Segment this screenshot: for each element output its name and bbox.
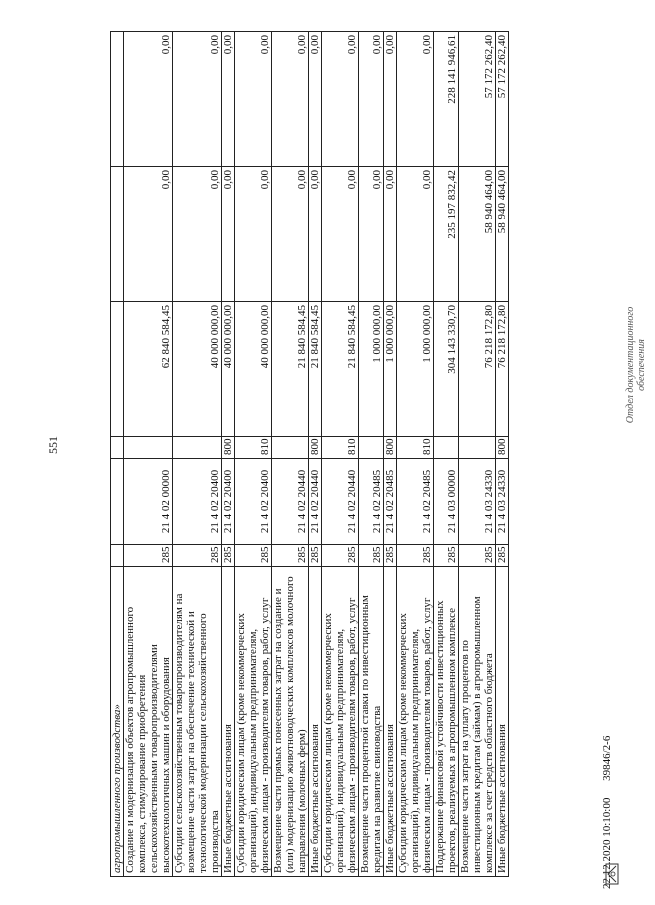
footer-doc-number: 39846/2-6 [601, 735, 613, 781]
table-row [359, 32, 384, 877]
row-year2-cell: 0,00 [222, 167, 235, 302]
row-vr-cell: 810 [322, 437, 359, 459]
row-year3-cell: 0,00 [235, 32, 272, 167]
row-cs-cell: 21 4 02 20485 [397, 459, 434, 545]
budget-table-sheet [110, 32, 584, 877]
row-year1-cell: 304 143 330,70 [434, 302, 459, 437]
page-number: 551 [46, 436, 60, 454]
row-vr-cell [359, 437, 384, 459]
row-year3-cell: 0,00 [397, 32, 434, 167]
row-vr-cell [272, 437, 309, 459]
row-year2-cell: 0,00 [322, 167, 359, 302]
row-year3-cell: 57 172 262,40 [496, 32, 509, 167]
budget-table [110, 31, 509, 877]
row-year2-cell: 0,00 [235, 167, 272, 302]
row-cs-cell: 21 4 02 20400 [222, 459, 235, 545]
row-vr-cell: 810 [397, 437, 434, 459]
row-cs-cell: 21 4 03 00000 [434, 459, 459, 545]
row-year2-cell: 0,00 [397, 167, 434, 302]
duma-logo-icon [600, 858, 624, 890]
row-gr-cell: 285 [173, 545, 222, 567]
row-year1-cell: 1 000 000,00 [397, 302, 434, 437]
row-year3-cell: 0,00 [222, 32, 235, 167]
row-vr-cell: 800 [496, 437, 509, 459]
row-year1-cell: 76 218 172,80 [496, 302, 509, 437]
row-vr-cell [124, 437, 173, 459]
row-year1-cell: 21 840 584,45 [322, 302, 359, 437]
row-year3-cell: 0,00 [124, 32, 173, 167]
row-name-cell: Возмещение части затрат на уплату процентов по инвестиционным кредитам (займам) в агропромышленном комплексе за счет средств областного бюджета [459, 567, 496, 877]
row-year3-cell: 0,00 [272, 32, 309, 167]
row-cs-cell: 21 4 02 00000 [124, 459, 173, 545]
row-vr-cell: 800 [309, 437, 322, 459]
row-year3-cell [111, 32, 124, 167]
row-gr-cell [111, 545, 124, 567]
row-gr-cell: 285 [235, 545, 272, 567]
row-year2-cell: 0,00 [124, 167, 173, 302]
footer [601, 629, 619, 889]
row-vr-cell [459, 437, 496, 459]
row-vr-cell [434, 437, 459, 459]
budget-table-body [111, 32, 509, 877]
row-name-cell: Субсидии юридическим лицам (кроме некоммерческих организаций), индивидуальным предпринимателям, физическим лицам - производителям товаров, работ, услуг [235, 567, 272, 877]
table-row [434, 32, 459, 877]
row-cs-cell: 21 4 02 20485 [359, 459, 384, 545]
row-name-cell: Субсидии сельскохозяйственным товаропроизводителям на возмещение части затрат на обеспечение технической и технологической модернизации сельскохозяйственного производства [173, 567, 222, 877]
row-year3-cell: 0,00 [173, 32, 222, 167]
row-name-cell: Иные бюджетные ассигнования [384, 567, 397, 877]
row-vr-cell [111, 437, 124, 459]
department-stamp [625, 285, 655, 445]
row-year3-cell: 0,00 [322, 32, 359, 167]
row-year1-cell: 21 840 584,45 [272, 302, 309, 437]
table-row [235, 32, 272, 877]
row-name-cell: Создание и модернизация объектов агропромышленного комплекса, стимулирование приобретения сельскохозяйственными товаропроизводителями высокотехнологичных машин и оборудования [124, 567, 173, 877]
stamp-line-2: обеспечения [636, 339, 647, 391]
table-row [111, 32, 124, 877]
row-name-cell: Иные бюджетные ассигнования [309, 567, 322, 877]
row-year1-cell: 40 000 000,00 [235, 302, 272, 437]
row-cs-cell: 21 4 03 24330 [459, 459, 496, 545]
row-name-cell: Возмещение части процентной ставки по инвестиционным кредитам на развитие свиноводства [359, 567, 384, 877]
table-row [124, 32, 173, 877]
footer-datetime: 22.12.2020 10:10:00 [601, 797, 613, 889]
row-cs-cell: 21 4 02 20400 [235, 459, 272, 545]
row-gr-cell: 285 [222, 545, 235, 567]
table-row [322, 32, 359, 877]
row-cs-cell: 21 4 02 20485 [384, 459, 397, 545]
row-gr-cell: 285 [496, 545, 509, 567]
row-cs-cell [111, 459, 124, 545]
table-row [496, 32, 509, 877]
row-gr-cell: 285 [459, 545, 496, 567]
row-year2-cell: 58 940 464,00 [496, 167, 509, 302]
row-year2-cell: 58 940 464,00 [459, 167, 496, 302]
row-vr-cell [173, 437, 222, 459]
row-year1-cell: 76 218 172,80 [459, 302, 496, 437]
row-gr-cell: 285 [384, 545, 397, 567]
row-name-cell: Иные бюджетные ассигнования [222, 567, 235, 877]
row-name-cell: Субсидии юридическим лицам (кроме некоммерческих организаций), индивидуальным предпринимателям, физическим лицам - производителям товаров, работ, услуг [397, 567, 434, 877]
row-year3-cell: 0,00 [359, 32, 384, 167]
row-gr-cell: 285 [322, 545, 359, 567]
row-cs-cell: 21 4 02 20440 [272, 459, 309, 545]
row-vr-cell: 800 [384, 437, 397, 459]
row-year3-cell: 228 141 946,61 [434, 32, 459, 167]
row-name-cell: Возмещение части прямых понесенных затрат на создание и (или) модернизацию животноводческих комплексов молочного направления (молочных ферм) [272, 567, 309, 877]
row-year3-cell: 0,00 [384, 32, 397, 167]
row-name-cell: Субсидии юридическим лицам (кроме некоммерческих организаций), индивидуальным предпринимателям, физическим лицам - производителям товаров, работ, услуг [322, 567, 359, 877]
stamp-line-1: Отдел документационного [625, 306, 636, 424]
row-year3-cell: 57 172 262,40 [459, 32, 496, 167]
row-cs-cell: 21 4 02 20440 [322, 459, 359, 545]
row-year2-cell: 235 197 832,42 [434, 167, 459, 302]
row-gr-cell: 285 [309, 545, 322, 567]
row-year2-cell: 0,00 [173, 167, 222, 302]
row-name-cell: Поддержание финансовой устойчивости инвестиционных проектов, реализуемых в агропромышленном комплексе [434, 567, 459, 877]
table-row [384, 32, 397, 877]
row-vr-cell: 800 [222, 437, 235, 459]
row-gr-cell: 285 [397, 545, 434, 567]
table-row [397, 32, 434, 877]
row-name-cell: агропромышленного производства» [111, 567, 124, 877]
row-gr-cell: 285 [272, 545, 309, 567]
table-row [222, 32, 235, 877]
row-gr-cell: 285 [434, 545, 459, 567]
row-name-cell: Иные бюджетные ассигнования [496, 567, 509, 877]
row-gr-cell: 285 [359, 545, 384, 567]
row-year2-cell: 0,00 [359, 167, 384, 302]
row-gr-cell: 285 [124, 545, 173, 567]
row-year1-cell: 21 840 584,45 [309, 302, 322, 437]
row-year1-cell [111, 302, 124, 437]
row-year1-cell: 62 840 584,45 [124, 302, 173, 437]
row-year1-cell: 1 000 000,00 [384, 302, 397, 437]
row-year2-cell [111, 167, 124, 302]
table-row [459, 32, 496, 877]
row-year2-cell: 0,00 [272, 167, 309, 302]
row-vr-cell: 810 [235, 437, 272, 459]
row-cs-cell: 21 4 03 24330 [496, 459, 509, 545]
row-cs-cell: 21 4 02 20440 [309, 459, 322, 545]
row-year2-cell: 0,00 [384, 167, 397, 302]
row-year3-cell: 0,00 [309, 32, 322, 167]
row-year1-cell: 1 000 000,00 [359, 302, 384, 437]
row-cs-cell: 21 4 02 20400 [173, 459, 222, 545]
row-year1-cell: 40 000 000,00 [222, 302, 235, 437]
row-year1-cell: 40 000 000,00 [173, 302, 222, 437]
row-year2-cell: 0,00 [309, 167, 322, 302]
table-row [309, 32, 322, 877]
table-row [173, 32, 222, 877]
table-row [272, 32, 309, 877]
